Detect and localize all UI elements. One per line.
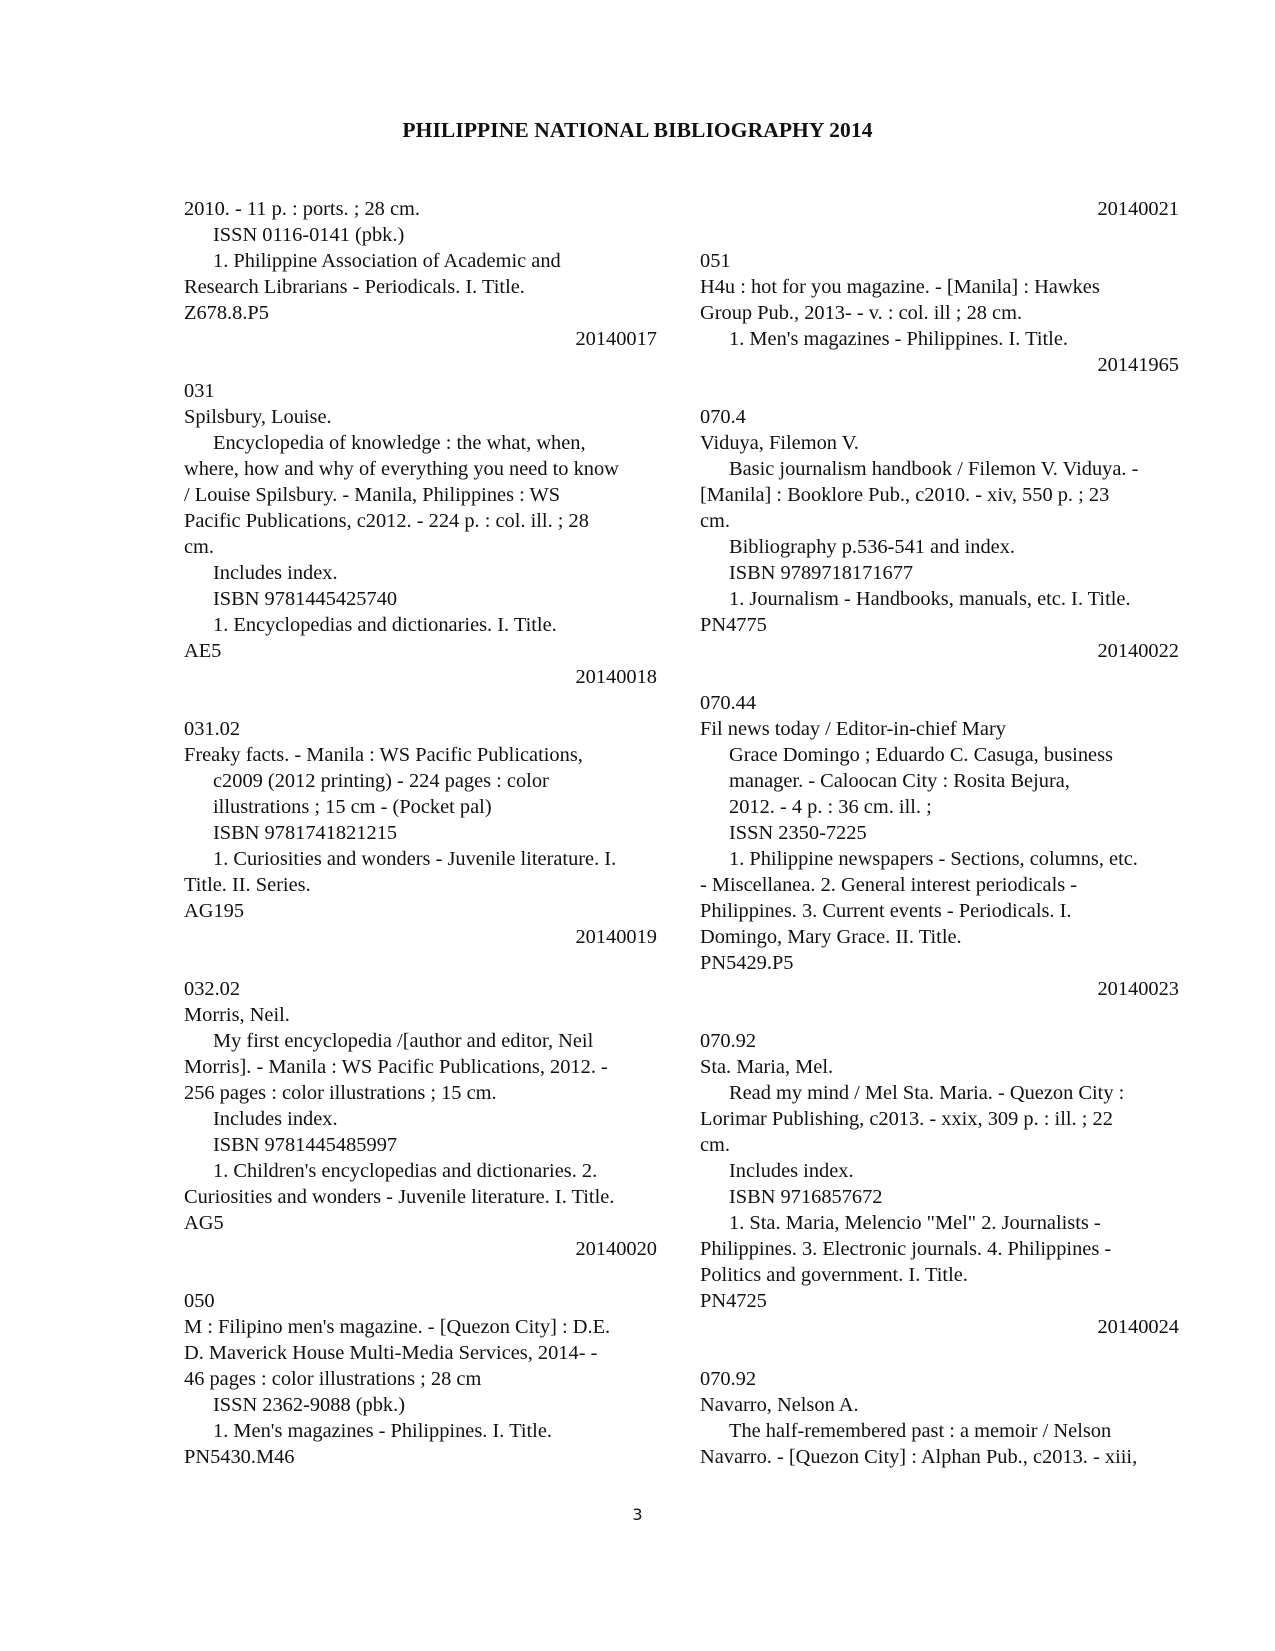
entry-line: 1. Philippine newspapers - Sections, columns, etc. [729, 848, 1138, 870]
bib-entry [184, 976, 661, 1262]
call-number: AG5 [184, 1212, 224, 1234]
entry-line: Viduya, Filemon V. [700, 432, 859, 454]
entry-line: cm. [184, 536, 215, 558]
entry-line: manager. - Caloocan City : Rosita Bejura, [729, 770, 1070, 792]
bib-entry [700, 1366, 1183, 1470]
entry-line: Fil news today / Editor-in-chief Mary [700, 718, 1006, 740]
entry-line: Research Librarians - Periodicals. I. Title. [184, 276, 525, 298]
bib-entry [700, 196, 1183, 222]
entry-line: ISBN 9781445425740 [213, 588, 398, 610]
entry-line: Title. II. Series. [184, 874, 311, 896]
entry-line: - Miscellanea. 2. General interest periodicals - [700, 874, 1078, 896]
entry-line: ISBN 9789718171677 [729, 562, 914, 584]
call-number: PN5430.M46 [184, 1446, 295, 1468]
right-column [700, 196, 1183, 1470]
page-title: PHILIPPINE NATIONAL BIBLIOGRAPHY 2014 [402, 118, 873, 142]
bib-entry [700, 690, 1183, 1002]
entry-line: 1. Philippine Association of Academic and [213, 250, 561, 272]
entry-line: H4u : hot for you magazine. - [Manila] : Hawkes [700, 276, 1100, 298]
entry-line: Includes index. [213, 562, 338, 584]
entry-line: 46 pages : color illustrations ; 28 cm [184, 1368, 482, 1390]
bib-entry [184, 378, 661, 690]
entry-line: Freaky facts. - Manila : WS Pacific Publications, [184, 744, 583, 766]
entry-line: 1. Journalism - Handbooks, manuals, etc. I. Title. [729, 588, 1131, 610]
entry-line: ISSN 2362-9088 (pbk.) [213, 1394, 406, 1416]
entry-line: 2012. - 4 p. : 36 cm. ill. ; [729, 796, 932, 818]
accession-number: 20140024 [1097, 1316, 1179, 1338]
bib-entry [700, 1028, 1183, 1340]
entry-line: Spilsbury, Louise. [184, 406, 332, 428]
accession-number: 20140021 [1097, 198, 1179, 220]
entry-line: 1. Children's encyclopedias and dictionaries. 2. [213, 1160, 598, 1182]
entry-line: Curiosities and wonders - Juvenile literature. I. Title. [184, 1186, 615, 1208]
entry-line: ISSN 2350-7225 [729, 822, 867, 844]
classification-number: 032.02 [184, 978, 241, 1000]
entry-line: Morris]. - Manila : WS Pacific Publications, 2012. - [184, 1056, 608, 1078]
entry-line: Bibliography p.536-541 and index. [729, 536, 1015, 558]
entry-line: 1. Curiosities and wonders - Juvenile literature. I. [213, 848, 617, 870]
entry-line: My first encyclopedia /[author and editor, Neil [213, 1030, 594, 1052]
page-number: 3 [632, 1505, 643, 1524]
entry-line: 1. Sta. Maria, Melencio "Mel" 2. Journalists - [729, 1212, 1101, 1234]
classification-number: 070.4 [700, 406, 746, 428]
classification-number: 070.44 [700, 692, 757, 714]
entry-line: cm. [700, 510, 731, 532]
entry-line: Navarro. - [Quezon City] : Alphan Pub., c2013. - xiii, [700, 1446, 1138, 1468]
call-number: AE5 [184, 640, 222, 662]
entry-line: Grace Domingo ; Eduardo C. Casuga, business [729, 744, 1113, 766]
bib-entry [184, 196, 661, 352]
call-number: PN4725 [700, 1290, 767, 1312]
entry-line: 1. Encyclopedias and dictionaries. I. Title. [213, 614, 557, 636]
entry-line: Navarro, Nelson A. [700, 1394, 859, 1416]
call-number: AG195 [184, 900, 245, 922]
entry-line: Pacific Publications, c2012. - 224 p. : col. ill. ; 28 [184, 510, 589, 532]
entry-line: Morris, Neil. [184, 1004, 290, 1026]
accession-number: 20140017 [575, 328, 657, 350]
entry-line: Domingo, Mary Grace. II. Title. [700, 926, 962, 948]
entry-line: where, how and why of everything you need to know [184, 458, 619, 480]
entry-line: Read my mind / Mel Sta. Maria. - Quezon City : [729, 1082, 1125, 1104]
classification-number: 051 [700, 250, 731, 272]
classification-number: 031 [184, 380, 215, 402]
entry-line: 256 pages : color illustrations ; 15 cm. [184, 1082, 497, 1104]
entry-line: Group Pub., 2013- - v. : col. ill ; 28 cm. [700, 302, 1023, 324]
entry-line: Sta. Maria, Mel. [700, 1056, 834, 1078]
call-number: PN4775 [700, 614, 767, 636]
accession-number: 20140018 [575, 666, 657, 688]
entry-line: ISSN 0116-0141 (pbk.) [213, 224, 405, 246]
entry-line: D. Maverick House Multi-Media Services, 2014- - [184, 1342, 598, 1364]
entry-line: 1. Men's magazines - Philippines. I. Title. [729, 328, 1068, 350]
entry-line: illustrations ; 15 cm - (Pocket pal) [213, 796, 492, 818]
left-column [184, 196, 661, 1470]
entry-line: Includes index. [729, 1160, 854, 1182]
entry-line: ISBN 9781741821215 [213, 822, 398, 844]
accession-number: 20140020 [575, 1238, 657, 1260]
entry-line: 2010. - 11 p. : ports. ; 28 cm. [184, 198, 420, 220]
bib-entry [700, 248, 1183, 378]
entry-line: M : Filipino men's magazine. - [Quezon City] : D.E. [184, 1316, 611, 1338]
entry-line: ISBN 9716857672 [729, 1186, 883, 1208]
accession-number: 20141965 [1097, 354, 1179, 376]
entry-line: c2009 (2012 printing) - 224 pages : color [213, 770, 549, 792]
classification-number: 070.92 [700, 1030, 757, 1052]
entry-line: The half-remembered past : a memoir / Nelson [729, 1420, 1112, 1442]
bib-entry [700, 404, 1183, 664]
entry-line: / Louise Spilsbury. - Manila, Philippines : WS [184, 484, 561, 506]
accession-number: 20140019 [575, 926, 657, 948]
entry-line: Philippines. 3. Current events - Periodicals. I. [700, 900, 1072, 922]
classification-number: 031.02 [184, 718, 241, 740]
call-number: Z678.8.P5 [184, 302, 269, 324]
accession-number: 20140023 [1097, 978, 1179, 1000]
entry-line: Politics and government. I. Title. [700, 1264, 968, 1286]
accession-number: 20140022 [1097, 640, 1179, 662]
entry-line: 1. Men's magazines - Philippines. I. Title. [213, 1420, 552, 1442]
entry-line: [Manila] : Booklore Pub., c2010. - xiv, 550 p. ; 23 [700, 484, 1110, 506]
entry-line: Includes index. [213, 1108, 338, 1130]
entry-line: Basic journalism handbook / Filemon V. Viduya. - [729, 458, 1139, 480]
entry-line: Philippines. 3. Electronic journals. 4. Philippines - [700, 1238, 1112, 1260]
entry-line: Encyclopedia of knowledge : the what, when, [213, 432, 586, 454]
entry-line: ISBN 9781445485997 [213, 1134, 398, 1156]
entry-line: Lorimar Publishing, c2013. - xxix, 309 p. : ill. ; 22 [700, 1108, 1113, 1130]
bib-entry [184, 716, 661, 950]
classification-number: 070.92 [700, 1368, 757, 1390]
classification-number: 050 [184, 1290, 215, 1312]
entry-line: cm. [700, 1134, 731, 1156]
bib-entry [184, 1288, 661, 1470]
call-number: PN5429.P5 [700, 952, 794, 974]
